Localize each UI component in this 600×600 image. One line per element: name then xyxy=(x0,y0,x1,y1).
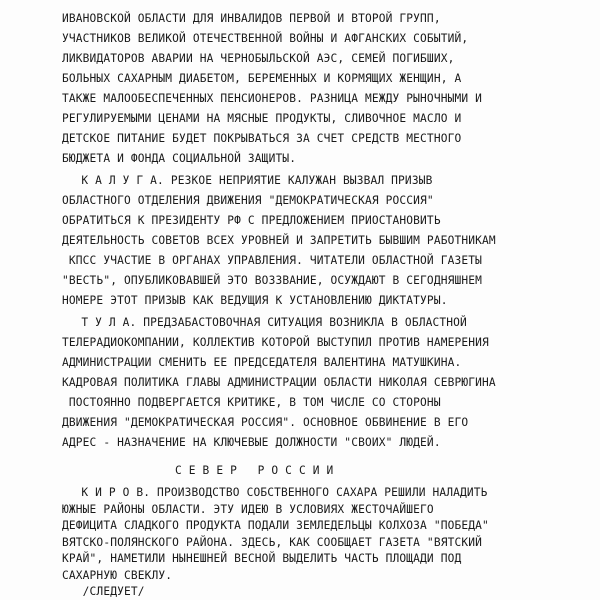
text-line: ИВАНОВСКОЙ ОБЛАСТИ ДЛЯ ИНВАЛИДОВ ПЕРВОЙ И ВТОРОЙ ГРУПП, xyxy=(62,12,441,25)
text-line: ДВИЖЕНИЯ "ДЕМОКРАТИЧЕСКАЯ РОССИЯ". ОСНОВНОЕ ОБВИНЕНИЕ В ЕГО xyxy=(62,416,469,429)
text-line: ОБРАТИТЬСЯ К ПРЕЗИДЕНТУ РФ С ПРЕДЛОЖЕНИЕМ ПРИОСТАНОВИТЬ xyxy=(62,214,441,227)
text-line: КПСС УЧАСТИЕ В ОРГАНАХ УПРАВЛЕНИЯ. ЧИТАТЕЛИ ОБЛАСТНОЙ ГАЗЕТЫ xyxy=(62,254,483,267)
text-line: ДЕФИЦИТА СЛАДКОГО ПРОДУКТА ПОДАЛИ ЗЕМЛЕДЕЛЬЦЫ КОЛХОЗА "ПОБЕДА" xyxy=(62,519,489,532)
text-line: БЮДЖЕТА И ФОНДА СОЦИАЛЬНОЙ ЗАЩИТЫ. xyxy=(62,152,297,165)
text-line: ДЕЯТЕЛЬНОСТЬ СОВЕТОВ ВСЕХ УРОВНЕЙ И ЗАПРЕТИТЬ БЫВШИМ РАБОТНИКАМ xyxy=(62,234,496,247)
text-line: КРАЙ", НАМЕТИЛИ НЫНЕШНЕЙ ВЕСНОЙ ВЫДЕЛИТЬ ЧАСТЬ ПЛОЩАДИ ПОД xyxy=(62,552,462,565)
text-line: ВЯТСКО-ПОЛЯНСКОГО РАЙОНА. ЗДЕСЬ, КАК СООБЩАЕТ ГАЗЕТА "ВЯТСКИЙ xyxy=(62,535,483,549)
text-line: ЛИКВИДАТОРОВ АВАРИИ НА ЧЕРНОБЫЛЬСКОЙ АЭС, СЕМЕЙ ПОГИБШИХ, xyxy=(62,52,455,65)
text-line: ПОСТОЯННО ПОДВЕРГАЕТСЯ КРИТИКЕ, В ТОМ ЧИСЛЕ СО СТОРОНЫ xyxy=(62,396,441,409)
text-line: "ВЕСТЬ", ОПУБЛИКОВАВШЕЙ ЭТО ВОЗЗВАНИЕ, ОСУЖДАЮТ В СЕГОДНЯШНЕМ xyxy=(62,274,483,287)
text-line: ДЕТСКОЕ ПИТАНИЕ БУДЕТ ПОКРЫВАТЬСЯ ЗА СЧЕТ СРЕДСТВ МЕСТНОГО xyxy=(62,132,462,145)
section-heading: С Е В Е Р Р О С С И И xyxy=(175,464,334,477)
text-line: НОМЕРЕ ЭТОТ ПРИЗЫВ КАК ВЕДУЩИЯ К УСТАНОВЛЕНИЮ ДИКТАТУРЫ. xyxy=(62,294,448,307)
text-line: БОЛЬНЫХ САХАРНЫМ ДИАБЕТОМ, БЕРЕМЕННЫХ И КОРМЯЩИХ ЖЕНЩИН, А xyxy=(62,72,462,85)
text-line: ОБЛАСТНОГО ОТДЕЛЕНИЯ ДВИЖЕНИЯ "ДЕМОКРАТИЧЕСКАЯ РОССИЯ" xyxy=(62,194,434,207)
text-line: ЮЖНЫЕ РАЙОНЫ ОБЛАСТИ. ЭТУ ИДЕЮ В УСЛОВИЯХ ЖЕСТОЧАЙШЕГО xyxy=(62,502,434,516)
text-line: САХАРНУЮ СВЕКЛУ. xyxy=(62,568,173,582)
closing-note: /СЛЕДУЕТ/ xyxy=(62,585,145,598)
text-line: ТАКЖЕ МАЛООБЕСПЕЧЕННЫХ ПЕНСИОНЕРОВ. РАЗНИЦА МЕЖДУ РЫНОЧНЫМИ И xyxy=(62,92,483,105)
text-line: Т У Л А. ПРЕДЗАБАСТОВОЧНАЯ СИТУАЦИЯ ВОЗНИКЛА В ОБЛАСТНОЙ xyxy=(40,316,467,329)
text-line: РЕГУЛИРУЕМЫМИ ЦЕНАМИ НА МЯСНЫЕ ПРОДУКТЫ, СЛИВОЧНОЕ МАСЛО И xyxy=(62,112,462,125)
text-line: К И Р О В. ПРОИЗВОДСТВО СОБСТВЕННОГО САХАРА РЕШИЛИ НАЛАДИТЬ xyxy=(40,486,488,499)
text-line: К А Л У Г А. РЕЗКОЕ НЕПРИЯТИЕ КАЛУЖАН ВЫЗВАЛ ПРИЗЫВ xyxy=(40,174,433,187)
text-line: АДМИНИСТРАЦИИ СМЕНИТЬ ЕЕ ПРЕДСЕДАТЕЛЯ ВАЛЕНТИНА МАТУШКИНА. xyxy=(62,356,462,369)
text-line: КАДРОВАЯ ПОЛИТИКА ГЛАВЫ АДМИНИСТРАЦИИ ОБЛАСТИ НИКОЛАЯ СЕВРЮГИНА xyxy=(62,376,496,389)
text-line: АДРЕС - НАЗНАЧЕНИЕ НА КЛЮЧЕВЫЕ ДОЛЖНОСТИ "СВОИХ" ЛЮДЕЙ. xyxy=(62,436,441,449)
text-line: УЧАСТНИКОВ ВЕЛИКОЙ ОТЕЧЕСТВЕННОЙ ВОЙНЫ И АФГАНСКИХ СОБЫТИЙ, xyxy=(62,32,469,45)
text-line: ТЕЛЕРАДИОКОМПАНИИ, КОЛЛЕКТИВ КОТОРОЙ ВЫСТУПИЛ ПРОТИВ НАМЕРЕНИЯ xyxy=(62,336,489,349)
